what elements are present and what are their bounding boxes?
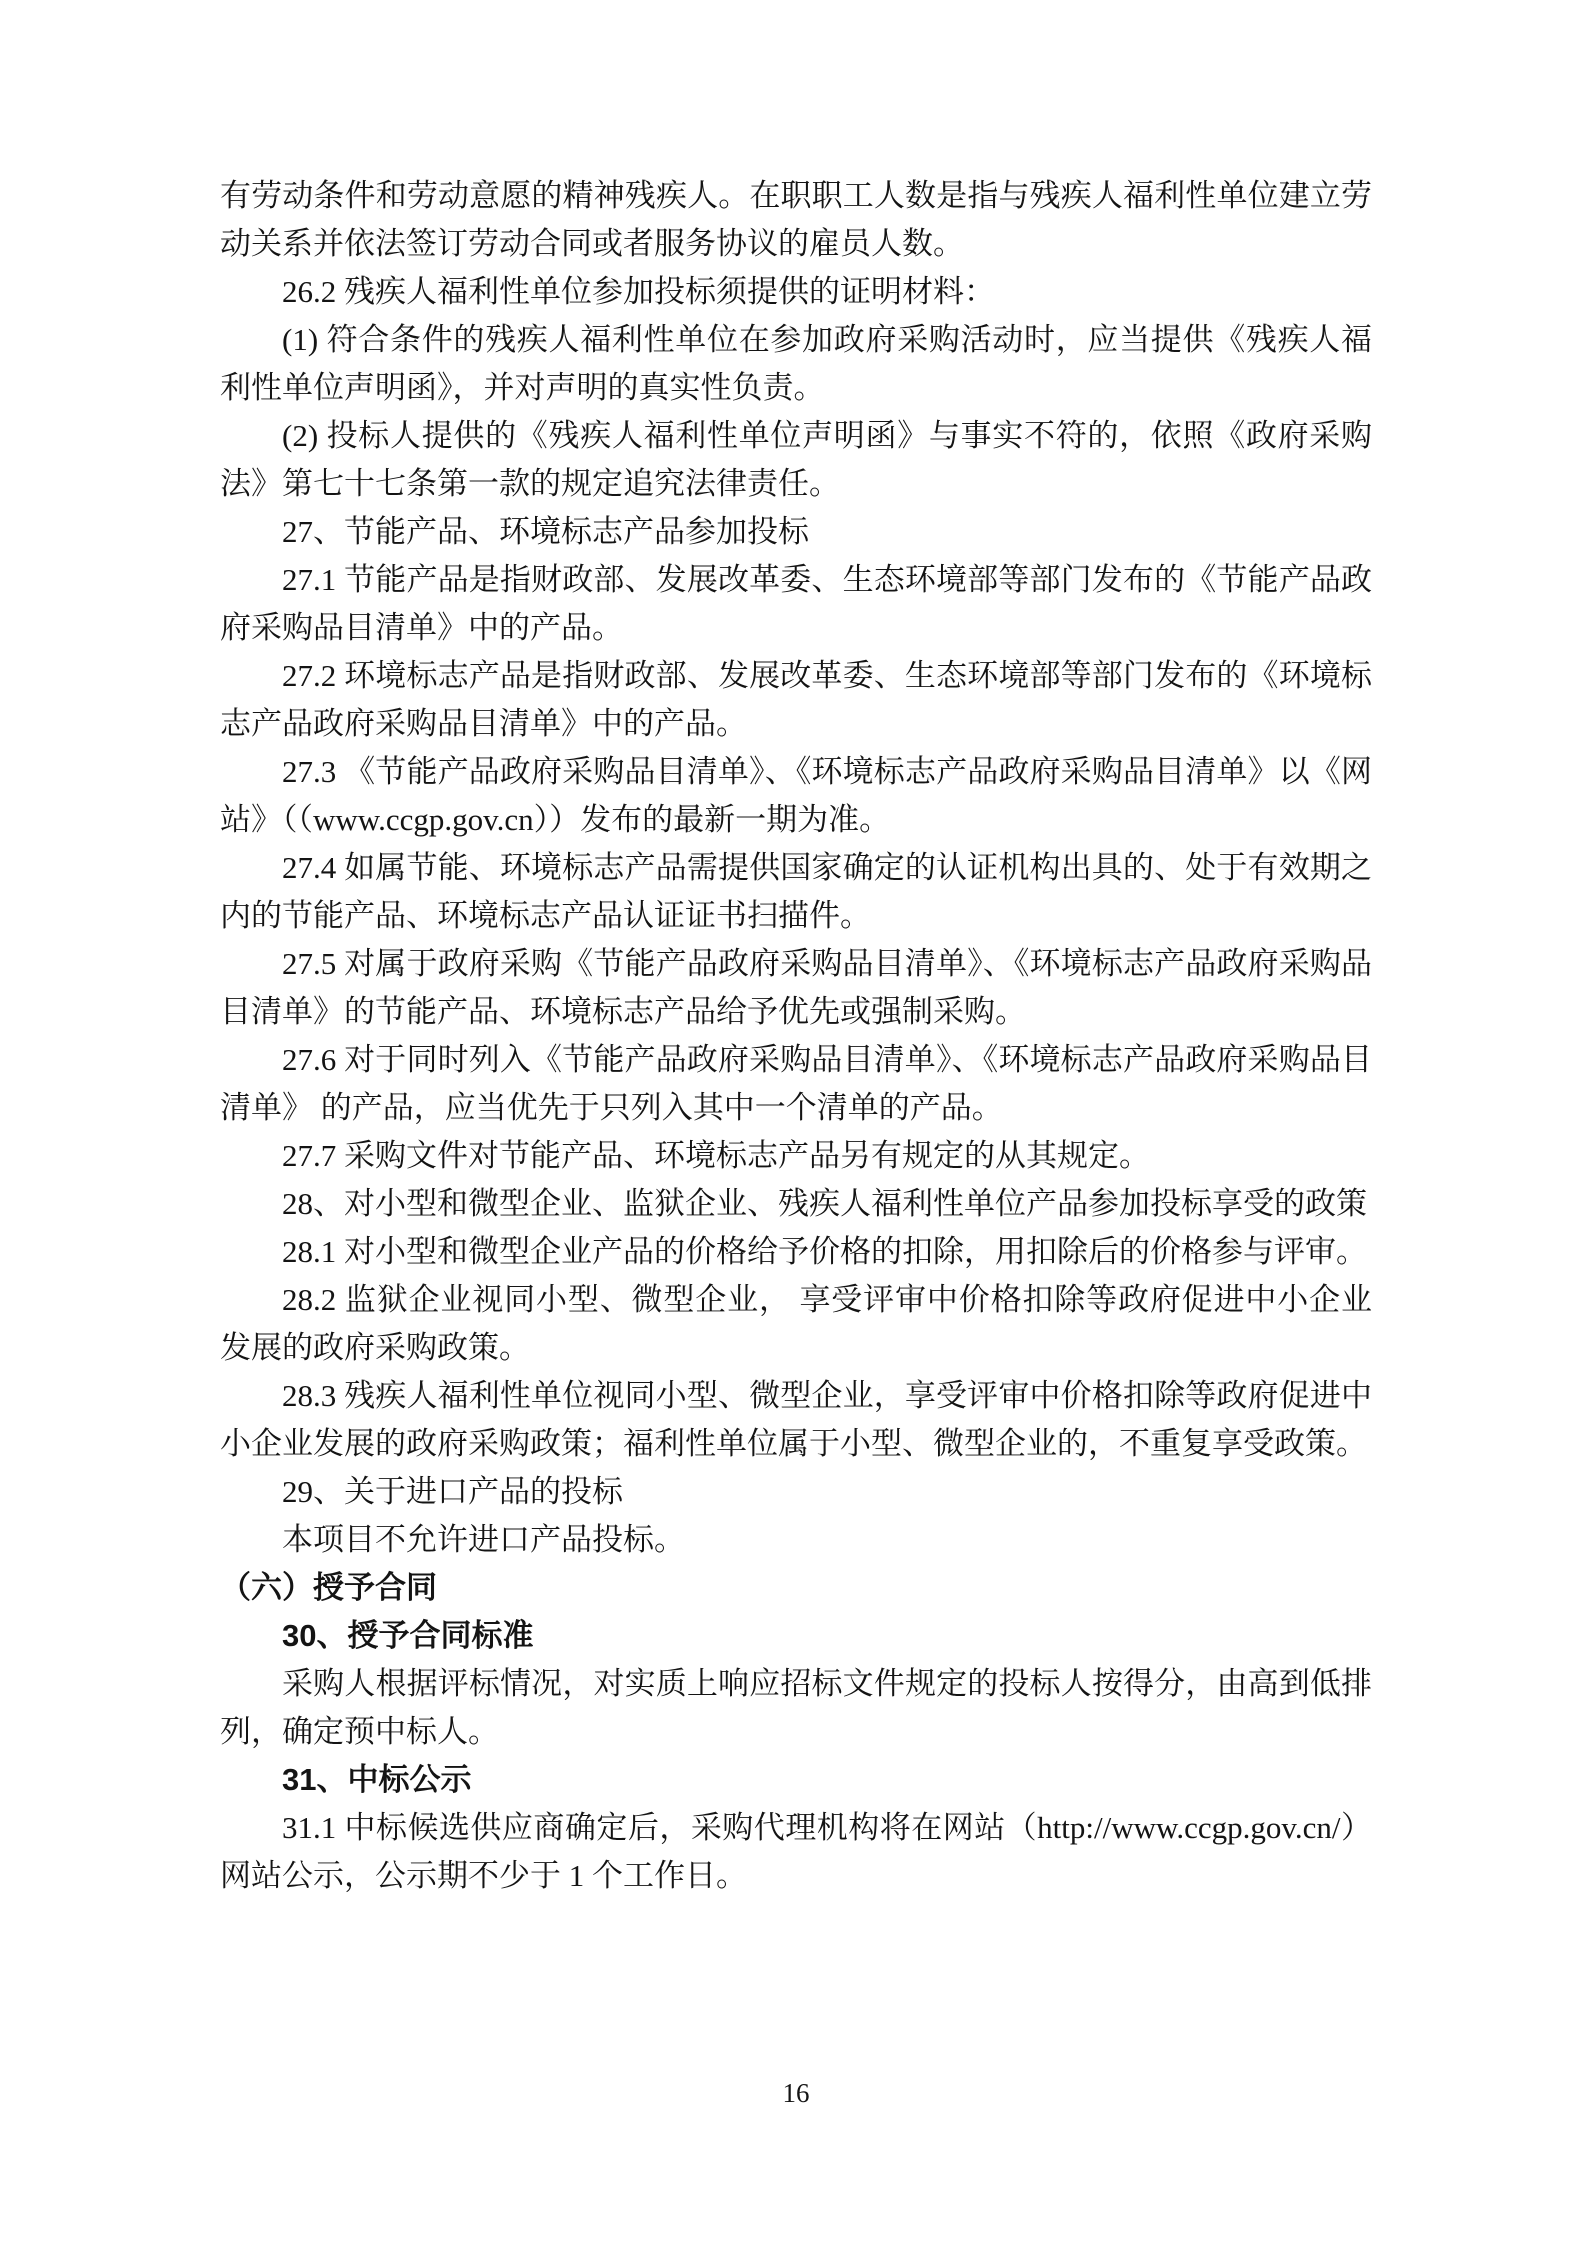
clause-28-3: 28.3 残疾人福利性单位视同小型、微型企业，享受评审中价格扣除等政府促进中小企业发展的政府采购政策；福利性单位属于小型、微型企业的，不重复享受政策。 — [220, 1378, 1372, 1461]
clause-28-heading: 28、对小型和微型企业、监狱企业、残疾人福利性单位产品参加投标享受的政策 — [282, 1186, 1367, 1221]
clause-27-6: 27.6 对于同时列入《节能产品政府采购品目清单》、《环境标志产品政府采购品目清单》 的产品，应当优先于只列入其中一个清单的产品。 — [220, 1042, 1372, 1125]
clause-27-7: 27.7 采购文件对节能产品、环境标志产品另有规定的从其规定。 — [282, 1138, 1150, 1173]
clause-28-1: 28.1 对小型和微型企业产品的价格给予价格的扣除，用扣除后的价格参与评审。 — [282, 1234, 1367, 1269]
clause-27-4: 27.4 如属节能、环境标志产品需提供国家确定的认证机构出具的、处于有效期之内的节能产品、环境标志产品认证证书扫描件。 — [220, 850, 1372, 933]
document-body — [220, 172, 1372, 1900]
clause-29-body: 本项目不允许进口产品投标。 — [282, 1522, 685, 1557]
paragraph-continuation: 有劳动条件和劳动意愿的精神残疾人。在职职工人数是指与残疾人福利性单位建立劳动关系并依法签订劳动合同或者服务协议的雇员人数。 — [220, 178, 1372, 261]
clause-31-1: 31.1 中标候选供应商确定后，采购代理机构将在网站（http://www.ccgp.gov.cn/）网站公示，公示期不少于 1 个工作日。 — [220, 1810, 1372, 1893]
clause-27-1: 27.1 节能产品是指财政部、发展改革委、生态环境部等部门发布的《节能产品政府采购品目清单》中的产品。 — [220, 562, 1372, 645]
section-6-heading: （六）授予合同 — [220, 1570, 437, 1605]
clause-27-3: 27.3 《节能产品政府采购品目清单》、《环境标志产品政府采购品目清单》以《网站》（（www.ccgp.gov.cn））发布的最新一期为准。 — [220, 754, 1372, 837]
clause-26-2: 26.2 残疾人福利性单位参加投标须提供的证明材料： — [282, 274, 995, 309]
clause-27-heading: 27、节能产品、环境标志产品参加投标 — [282, 514, 809, 549]
clause-26-2-item-2: (2) 投标人提供的《残疾人福利性单位声明函》与事实不符的，依照《政府采购法》第七十七条第一款的规定追究法律责任。 — [220, 418, 1372, 501]
clause-28-2: 28.2 监狱企业视同小型、微型企业， 享受评审中价格扣除等政府促进中小企业发展的政府采购政策。 — [220, 1282, 1372, 1365]
clause-30-body: 采购人根据评标情况，对实质上响应招标文件规定的投标人按得分，由高到低排列，确定预中标人。 — [220, 1666, 1372, 1749]
clause-30-heading: 30、授予合同标准 — [282, 1618, 534, 1653]
clause-26-2-item-1: (1) 符合条件的残疾人福利性单位在参加政府采购活动时，应当提供《残疾人福利性单位声明函》，并对声明的真实性负责。 — [220, 322, 1372, 405]
clause-29-heading: 29、关于进口产品的投标 — [282, 1474, 623, 1509]
page-number: 16 — [782, 2078, 810, 2108]
clause-27-2: 27.2 环境标志产品是指财政部、发展改革委、生态环境部等部门发布的《环境标志产品政府采购品目清单》中的产品。 — [220, 658, 1372, 741]
clause-27-5: 27.5 对属于政府采购《节能产品政府采购品目清单》、《环境标志产品政府采购品目清单》的节能产品、环境标志产品给予优先或强制采购。 — [220, 946, 1372, 1029]
clause-31-heading: 31、中标公示 — [282, 1762, 472, 1797]
